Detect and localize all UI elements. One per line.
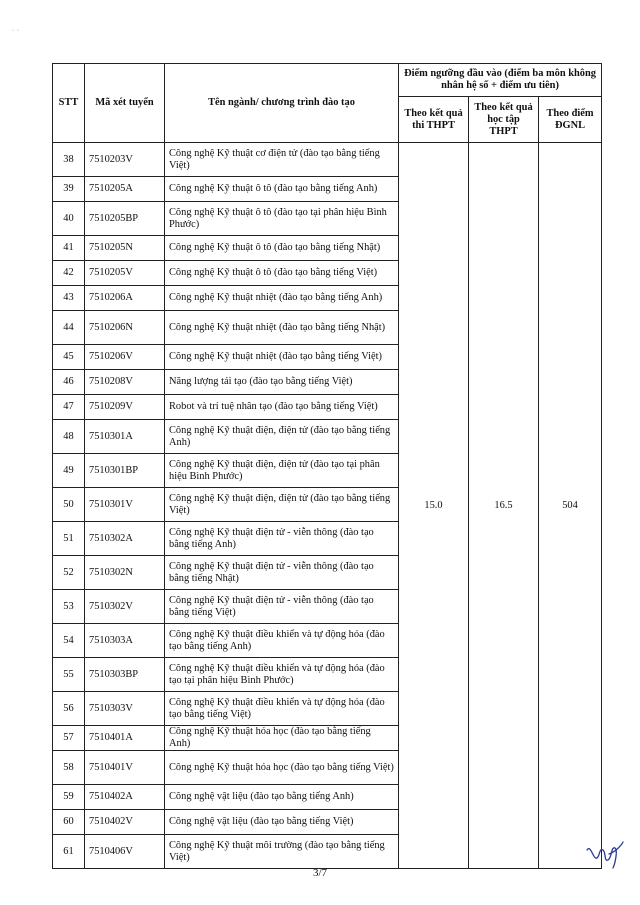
row-code: 7510206V (85, 345, 165, 370)
row-program-name: Công nghệ Kỹ thuật ô tô (đào tạo tại phân hiệu Bình Phước) (165, 202, 399, 236)
score-exam: 15.0 (399, 143, 469, 869)
header-code: Mã xét tuyển (85, 64, 165, 143)
header-exam: Theo kết quả thi THPT (399, 97, 469, 143)
row-program-name: Công nghệ Kỹ thuật điện tử - viễn thông (đào tạo bằng tiếng Nhật) (165, 556, 399, 590)
row-code: 7510208V (85, 370, 165, 395)
header-transcript: Theo kết quả học tập THPT (469, 97, 539, 143)
table-body (53, 143, 602, 869)
row-code: 7510402A (85, 785, 165, 810)
row-stt: 58 (53, 751, 85, 785)
signature (585, 840, 625, 870)
row-code: 7510206A (85, 286, 165, 311)
row-program-name: Công nghệ Kỹ thuật điện, điện tử (đào tạo bằng tiếng Việt) (165, 488, 399, 522)
row-stt: 42 (53, 261, 85, 286)
row-program-name: Công nghệ Kỹ thuật ô tô (đào tạo bằng tiếng Việt) (165, 261, 399, 286)
row-code: 7510205A (85, 177, 165, 202)
row-stt: 39 (53, 177, 85, 202)
row-program-name: Công nghệ Kỹ thuật nhiệt (đào tạo bằng tiếng Anh) (165, 286, 399, 311)
row-program-name: Công nghệ Kỹ thuật môi trường (đào tạo bằng tiếng Việt) (165, 835, 399, 869)
row-code: 7510402V (85, 810, 165, 835)
row-code: 7510406V (85, 835, 165, 869)
row-code: 7510203V (85, 143, 165, 177)
row-code: 7510303A (85, 624, 165, 658)
row-program-name: Công nghệ Kỹ thuật điều khiển và tự động hóa (đào tạo bằng tiếng Anh) (165, 624, 399, 658)
row-program-name: Công nghệ Kỹ thuật điều khiển và tự động hóa (đào tạo bằng tiếng Việt) (165, 692, 399, 726)
row-code: 7510205N (85, 236, 165, 261)
row-stt: 48 (53, 420, 85, 454)
row-stt: 43 (53, 286, 85, 311)
row-code: 7510302V (85, 590, 165, 624)
admission-threshold-table (52, 63, 602, 869)
score-dgnl: 504 (539, 143, 602, 869)
row-program-name: Công nghệ Kỹ thuật điện tử - viễn thông (đào tạo bằng tiếng Anh) (165, 522, 399, 556)
row-stt: 38 (53, 143, 85, 177)
row-stt: 45 (53, 345, 85, 370)
row-code: 7510401V (85, 751, 165, 785)
row-stt: 54 (53, 624, 85, 658)
row-program-name: Robot và trí tuệ nhân tạo (đào tạo bằng tiếng Việt) (165, 395, 399, 420)
row-code: 7510302A (85, 522, 165, 556)
row-code: 7510209V (85, 395, 165, 420)
row-stt: 46 (53, 370, 85, 395)
row-code: 7510301BP (85, 454, 165, 488)
score-transcript: 16.5 (469, 143, 539, 869)
row-stt: 49 (53, 454, 85, 488)
header-stt: STT (53, 64, 85, 143)
row-program-name: Năng lượng tái tạo (đào tạo bằng tiếng Việt) (165, 370, 399, 395)
row-stt: 55 (53, 658, 85, 692)
row-program-name: Công nghệ Kỹ thuật ô tô (đào tạo bằng tiếng Anh) (165, 177, 399, 202)
row-code: 7510401A (85, 726, 165, 751)
row-program-name: Công nghệ Kỹ thuật điện tử - viễn thông (đào tạo bằng tiếng Việt) (165, 590, 399, 624)
header-program: Tên ngành/ chương trình đào tạo (165, 64, 399, 143)
row-stt: 47 (53, 395, 85, 420)
row-program-name: Công nghệ Kỹ thuật hóa học (đào tạo bằng tiếng Việt) (165, 751, 399, 785)
row-program-name: Công nghệ vật liệu (đào tạo bằng tiếng Anh) (165, 785, 399, 810)
row-program-name: Công nghệ Kỹ thuật điện, điện tử (đào tạo tại phân hiệu Bình Phước) (165, 454, 399, 488)
row-program-name: Công nghệ Kỹ thuật nhiệt (đào tạo bằng tiếng Việt) (165, 345, 399, 370)
page-number: 3/7 (312, 867, 328, 879)
row-stt: 59 (53, 785, 85, 810)
row-code: 7510205BP (85, 202, 165, 236)
row-stt: 56 (53, 692, 85, 726)
row-program-name: Công nghệ Kỹ thuật cơ điện tử (đào tạo bằng tiếng Việt) (165, 143, 399, 177)
row-program-name: Công nghệ vật liệu (đào tạo bằng tiếng Việt) (165, 810, 399, 835)
row-program-name: Công nghệ Kỹ thuật điều khiển và tự động hóa (đào tạo tại phân hiệu Bình Phước) (165, 658, 399, 692)
row-code: 7510302N (85, 556, 165, 590)
table-row (53, 143, 602, 177)
header-dgnl: Theo điểm ĐGNL (539, 97, 602, 143)
row-code: 7510303BP (85, 658, 165, 692)
row-program-name: Công nghệ Kỹ thuật nhiệt (đào tạo bằng tiếng Nhật) (165, 311, 399, 345)
row-stt: 52 (53, 556, 85, 590)
row-program-name: Công nghệ Kỹ thuật điện, điện tử (đào tạo bằng tiếng Anh) (165, 420, 399, 454)
header-threshold-group: Điểm ngưỡng đầu vào (điểm ba môn không nhân hệ số + điểm ưu tiên) (399, 64, 602, 97)
row-code: 7510301A (85, 420, 165, 454)
row-stt: 51 (53, 522, 85, 556)
row-program-name: Công nghệ Kỹ thuật hóa học (đào tạo bằng tiếng Anh) (165, 726, 399, 751)
row-stt: 60 (53, 810, 85, 835)
row-stt: 40 (53, 202, 85, 236)
row-stt: 57 (53, 726, 85, 751)
scan-specks: · · (12, 28, 19, 34)
row-code: 7510303V (85, 692, 165, 726)
row-stt: 44 (53, 311, 85, 345)
row-code: 7510301V (85, 488, 165, 522)
row-code: 7510206N (85, 311, 165, 345)
row-stt: 61 (53, 835, 85, 869)
row-program-name: Công nghệ Kỹ thuật ô tô (đào tạo bằng tiếng Nhật) (165, 236, 399, 261)
row-stt: 53 (53, 590, 85, 624)
row-code: 7510205V (85, 261, 165, 286)
row-stt: 41 (53, 236, 85, 261)
row-stt: 50 (53, 488, 85, 522)
